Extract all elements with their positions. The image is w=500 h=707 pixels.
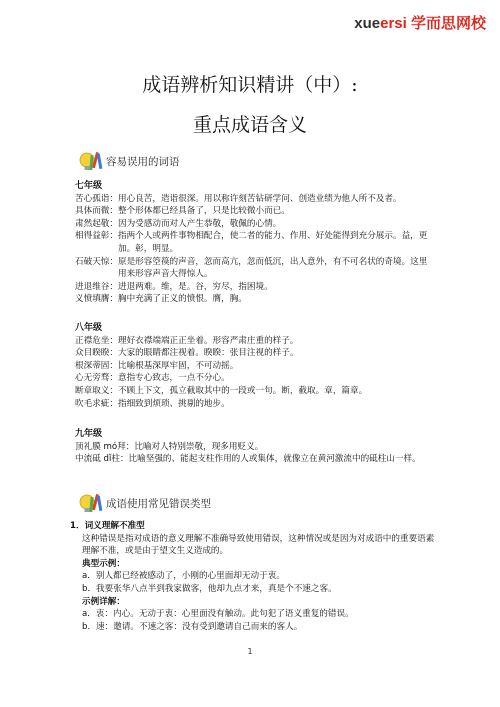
idiom-term: 吹毛求疵： [75, 398, 118, 409]
error-type-paragraph: 这种错误是指对成语的意义理解不准确导致使用错误，这种情况或是因为对成语中的重要语素理解不准，或是由于望文生义造成的。 [82, 533, 435, 557]
idiom-definition: 大家的眼睛都注视着。睽睽：张目注视的样子。 [117, 348, 299, 359]
doc-title: 成语辨析知识精讲（中）: [142, 74, 358, 96]
idiom-term: 石破天惊： [75, 256, 118, 267]
lightbulb-pencil-icon [78, 148, 104, 174]
idiom-term: 苦心孤诣： [75, 193, 118, 204]
idiom-entry [75, 193, 435, 206]
idiom-entry [75, 385, 435, 398]
grade-block-8 [75, 322, 435, 410]
grade-label: 七年级 [75, 181, 103, 191]
idiom-definition: 因为受感动而对人产生恭敬，敬佩的心情。 [117, 218, 282, 229]
idiom-definition: 指细致到烦琐、挑剔的地步。 [117, 398, 230, 409]
idiom-definition: 胸中充满了正义的愤恨。膺，胸。 [117, 294, 247, 305]
idiom-definition: 进退两难。维，是。谷，穷尽，指困境。 [117, 281, 273, 292]
example-explain-label: 示例详解： [82, 596, 125, 607]
idiom-definition: 原是形容箜篌的声音，忽而高亢，忽而低沉，出人意外，有不可名状的奇境。这里用来形容声音大得惊人。 [117, 256, 428, 280]
idiom-entry [75, 360, 435, 373]
idiom-term: 断章取义： [75, 385, 118, 396]
idiom-entry [75, 441, 435, 454]
grade-label: 九年级 [75, 429, 103, 439]
idiom-definition: 理好衣襟端端正正坐着。形容严肃庄重的样子。 [117, 335, 299, 346]
typical-example-a: a．别人都已经被感动了，小刚的心里面却无动于衷。 [82, 571, 285, 582]
idiom-entry [75, 205, 435, 218]
lightbulb-pencil-icon [78, 490, 104, 516]
example-explain-a: a．衷：内心。无动于衷：心里面没有触动。此句犯了语义重复的错误。 [82, 609, 354, 620]
section-header-misused [78, 148, 180, 174]
idiom-term: 具体而微： [75, 206, 118, 217]
idiom-entry [75, 453, 435, 466]
doc-subtitle: 重点成语含义 [192, 114, 307, 136]
idiom-entry [75, 256, 435, 281]
grade-block-9 [75, 428, 435, 466]
idiom-entry [75, 372, 435, 385]
typical-example-label: 典型示例： [82, 558, 125, 569]
grade-label: 八年级 [75, 323, 103, 333]
logo-text-cn: 学而思网校 [406, 15, 486, 32]
idiom-definition: 比喻根基深厚牢固，不可动摇。 [117, 360, 239, 371]
brand-logo [354, 12, 486, 33]
idiom-term: 进退维谷： [75, 281, 118, 292]
idiom-definition: 比喻对人特别崇敬，现多用贬义。 [134, 441, 264, 452]
idiom-definition: 意指专心致志，一点不分心。 [117, 373, 230, 384]
logo-text-ersi: ersi [380, 15, 407, 32]
idiom-entry [75, 398, 435, 411]
idiom-definition: 比喻坚强的、能起支柱作用的人或集体，就像立在黄河激流中的砥柱山一样。 [128, 454, 421, 465]
idiom-term: 心无旁骛： [75, 373, 118, 384]
typical-example-b: b．我要张华八点半到我家做客，他却九点才来，真是个不速之客。 [82, 583, 337, 594]
idiom-term: 正襟危坐： [75, 335, 118, 346]
idiom-definition: 用心良苦，造诣很深。用以称许刻苦钻研学问、创造业绩为他人所不及者。 [117, 193, 402, 204]
idiom-term: 顶礼膜 mó拜： [75, 441, 135, 452]
section-header-errors [78, 490, 211, 516]
idiom-term: 相得益彰： [75, 231, 118, 242]
idiom-term: 中流砥 dǐ柱： [75, 454, 129, 465]
idiom-entry [75, 230, 435, 255]
section-title-errors: 成语使用常见错误类型 [106, 497, 211, 510]
idiom-term: 肃然起敬： [75, 218, 118, 229]
idiom-definition: 指两个人或两件事物相配合，使二者的能力、作用、好处能得到充分展示。益，更加。彰，明显。 [117, 231, 428, 254]
idiom-definition: 整个形体都已经具备了，只是比较微小而已。 [117, 206, 290, 217]
idiom-entry [75, 335, 435, 348]
example-explain-b: b．速：邀请。不速之客：没有受到邀请自己而来的客人。 [82, 621, 303, 632]
idiom-definition: 不顾上下文，孤立截取其中的一段或一句。断，截取。章，篇章。 [117, 385, 368, 396]
idiom-entry [75, 347, 435, 360]
idiom-entry [75, 218, 435, 231]
logo-text-xue: xue [354, 15, 381, 32]
grade-block-7 [75, 180, 435, 306]
idiom-term: 根深蒂固： [75, 360, 118, 371]
page-number: 1 [247, 647, 253, 656]
section-title-misused: 容易误用的词语 [106, 155, 180, 168]
error-type-heading: 1．词义理解不准型 [70, 521, 145, 531]
idiom-term: 义愤填膺： [75, 294, 118, 305]
idiom-term: 众目睽睽： [75, 348, 118, 359]
idiom-entry [75, 293, 435, 306]
error-type-block [70, 520, 435, 633]
idiom-entry [75, 281, 435, 294]
